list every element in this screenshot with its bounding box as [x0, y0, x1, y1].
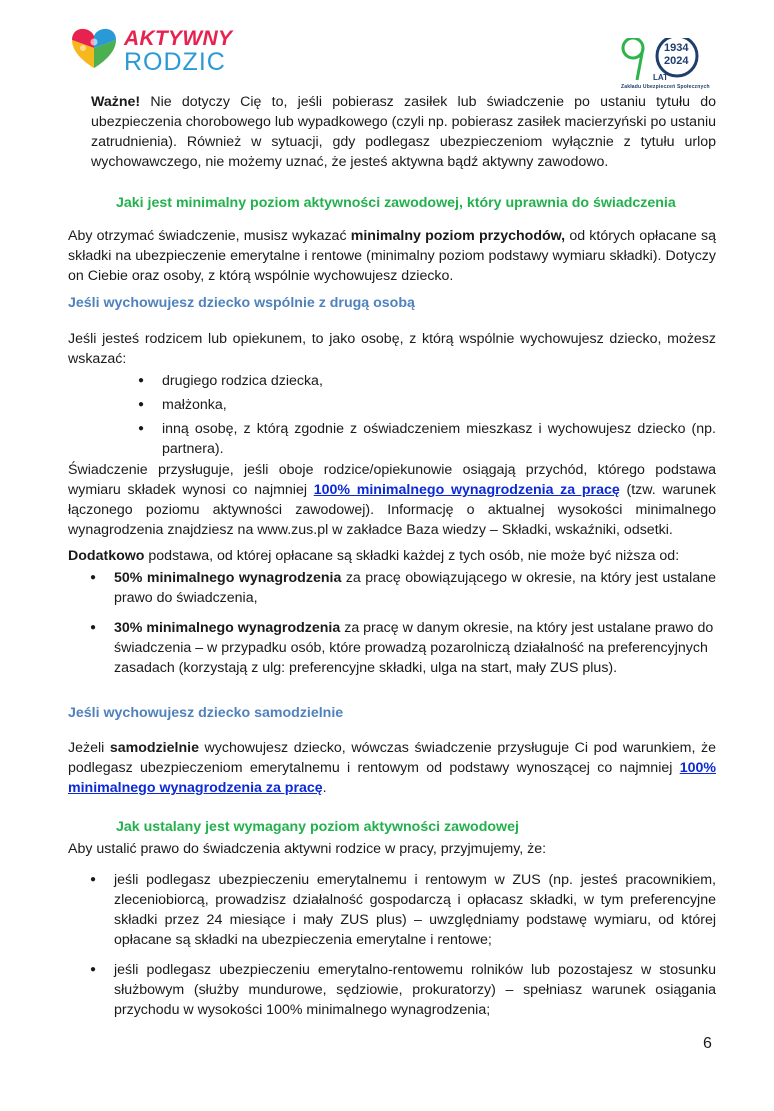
text: . — [322, 780, 327, 796]
list-item — [114, 568, 716, 608]
subheading-single-upbringing: Jeśli wychowujesz dziecko samodzielnie — [68, 705, 344, 721]
minimum-wage-link[interactable]: 100% minimalnego wynagrodzenia za pracę — [68, 760, 716, 796]
intro-paragraph — [91, 92, 716, 172]
bold-text: Dodatkowo — [68, 548, 145, 564]
year-start: 1934 — [664, 42, 689, 54]
lat-label: LAT — [653, 73, 668, 82]
zus-90-lat-logo — [615, 38, 715, 88]
brand-line-1: AKTYWNY — [124, 27, 233, 50]
important-label: Ważne! — [91, 94, 141, 110]
aktywny-rodzic-logo — [68, 22, 233, 78]
eligible-persons-list — [162, 371, 716, 463]
year-end: 2024 — [664, 55, 689, 67]
text: Świadczenie przysługuje, jeśli oboje rodzice/opiekunowie osiągają przychód, którego podstawa wymiaru składek wynosi co najmniej — [68, 462, 716, 498]
additionally-paragraph — [68, 546, 716, 566]
section-heading-how-determined: Jak ustalany jest wymagany poziom aktywności zawodowej — [116, 819, 519, 835]
text: Aby otrzymać świadczenie, musisz wykazać — [68, 228, 351, 244]
text: Jeżeli — [68, 740, 110, 756]
joint-condition-paragraph — [68, 460, 716, 540]
list-item: ● małżonka, — [162, 395, 716, 415]
text: podstawa, od której opłacane są składki każdej z tych osób, nie może być niższa od: — [144, 548, 680, 564]
page-number: 6 — [703, 1035, 712, 1052]
list-item: ● jeśli podlegasz ubezpieczeniu emerytalnemu i rentowym w ZUS (np. jesteś pracownikiem, zleceniobiorcą, prowadzisz działalność gospodarczą i opłacasz składki, w tym preferencyjne składki przez 24 miesiące i mały ZUS plus) – uwzględniamy podstawę wymiaru, od której opłacane są składki na ubezpieczenia emerytalne i rentowe; — [114, 870, 716, 950]
bold-text: 30% minimalnego wynagrodzenia — [114, 620, 341, 636]
list-item — [114, 618, 716, 678]
list-item: ● jeśli podlegasz ubezpieczeniu emerytalno-rentowemu rolników lub pozostajesz w stosunku służbowym (służby mundurowe, sędziowie, prokuratorzy) – spełniasz warunek osiągania przychodu w wysokości 100% minimalnego wynagrodzenia; — [114, 960, 716, 1020]
minimum-wage-link[interactable]: 100% minimalnego wynagrodzenia za pracę — [313, 482, 620, 498]
bold-text: samodzielnie — [109, 740, 199, 756]
zus-org-name: Zakładu Ubezpieczeń Społecznych — [621, 84, 710, 90]
puzzle-heart-icon — [68, 22, 120, 74]
determination-rules-list — [114, 870, 716, 1020]
how-determined-intro: Aby ustalić prawo do świadczenia aktywni rodzice w pracy, przyjmujemy, że: — [68, 841, 547, 857]
minimal-level-paragraph — [68, 226, 716, 286]
intro-text: Nie dotyczy Cię to, jeśli pobierasz zasiłek lub świadczenie po ustaniu tytułu do ubezpieczenia chorobowego lub wypadkowego (czyli np. pobierasz zasiłek macierzyński po ustaniu zatrudnienia). Również w sytuacji, gdy podlegasz ubezpieczeniom wyłącznie z tytułu urlop wychowawczego, nie możemy uznać, że jesteś aktywna bądź aktywny zawodowo. — [91, 94, 716, 170]
joint-intro-paragraph: Jeśli jesteś rodzicem lub opiekunem, to jako osobę, z którą wspólnie wychowujesz dziecko, możesz wskazać: — [68, 331, 716, 367]
text: za pracę obowiązującego w okresie, na który jest ustalane prawo do świadczenia, — [114, 570, 716, 606]
text: od których opłacane są składki na ubezpieczenie emerytalne i rentowe (minimalny poziom podstawy wymiaru składki). Dotyczy on Ciebie oraz osoby, z którą wspólnie wychowujesz dziecko. — [68, 228, 716, 284]
minimum-base-list — [114, 568, 716, 678]
subheading-joint-upbringing: Jeśli wychowujesz dziecko wspólnie z drugą osobą — [68, 295, 415, 311]
text: (tzw. warunek łączonego poziomu aktywności zawodowej). Informację o aktualnej wysokości minimalnego wynagrodzenia znajdziesz na www.zus.pl w zakładce Baza wiedzy – Składki, wskaźniki, odsetki. — [68, 482, 716, 538]
brand-line-2: RODZIC — [124, 48, 226, 76]
text: wychowujesz dziecko, wówczas świadczenie przysługuje Ci pod warunkiem, że podlegasz ubezpieczeniom emerytalnemu i rentowym od podstawy wynoszącej co najmniej — [68, 740, 716, 776]
text: za pracę w danym okresie, na który jest ustalane prawo do świadczenia – w przypadku osób, które prowadzą pozarolniczą działalność na preferencyjnych zasadach (korzystają z ulg: preferencyjne składki, ulga na start, mały ZUS plus). — [114, 620, 714, 676]
section-heading-minimal-level: Jaki jest minimalny poziom aktywności zawodowej, który uprawnia do świadczenia — [116, 195, 676, 211]
bold-text: 50% minimalnego wynagrodzenia — [114, 570, 342, 586]
list-item: ● drugiego rodzica dziecka, — [162, 371, 716, 391]
list-item: ● inną osobę, z którą zgodnie z oświadczeniem mieszkasz i wychowujesz dziecko (np. partnera). — [162, 419, 716, 459]
single-condition-paragraph — [68, 738, 716, 798]
bold-text: minimalny poziom przychodów, — [350, 228, 566, 244]
